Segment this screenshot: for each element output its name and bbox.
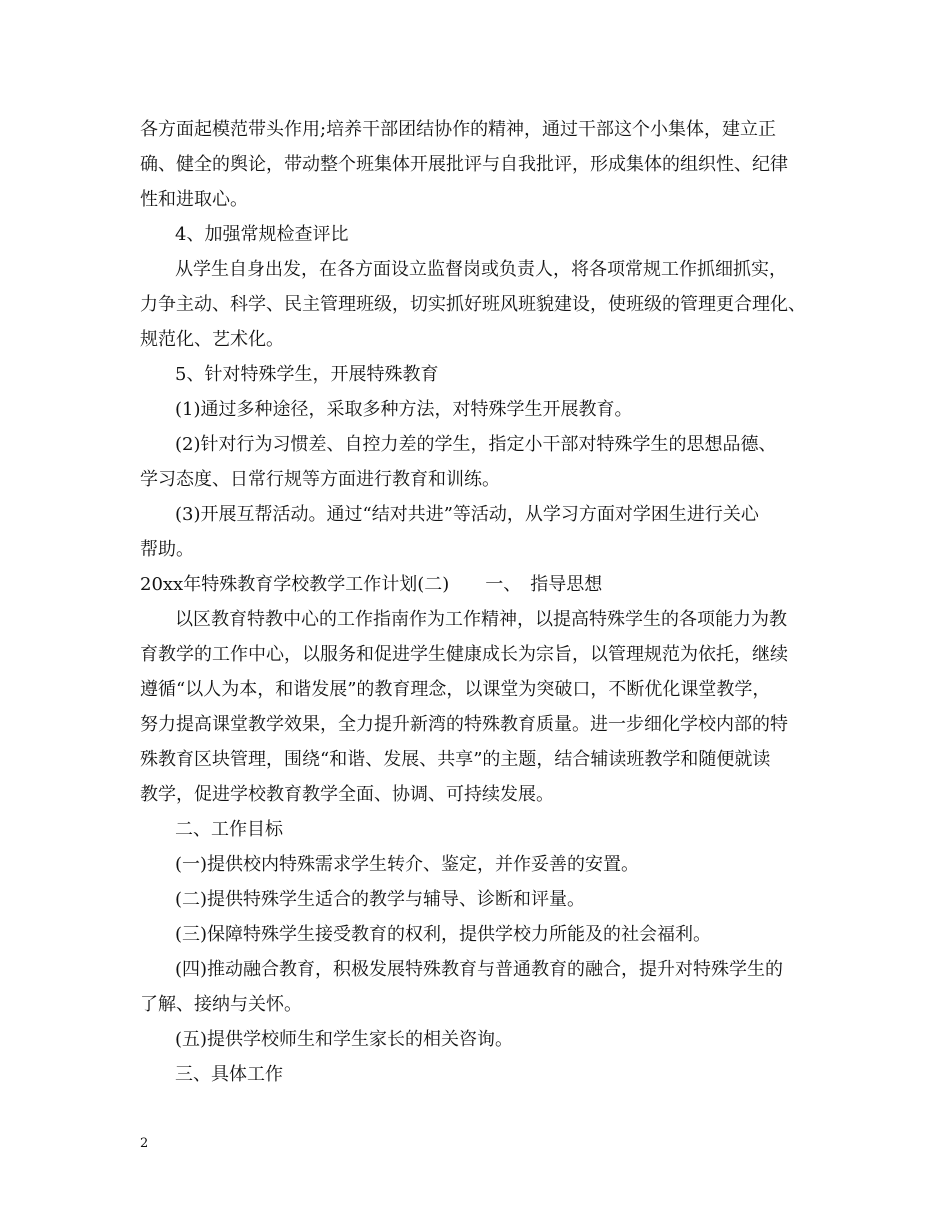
body-text-line: 教学，促进学校教育教学全面、协调、可持续发展。 (140, 784, 554, 805)
body-text-line: 殊教育区块管理，围绕“和谐、发展、共享”的主题，结合辅读班教学和随便就读 (140, 749, 771, 770)
list-item: (二)提供特殊学生适合的教学与辅导、诊断和评量。 (175, 889, 586, 910)
document-title-line: 20xx年特殊教育学校教学工作计划(二) 一、 指导思想 (140, 574, 603, 595)
list-item: (四)推动融合教育，积极发展特殊教育与普通教育的融合，提升对特殊学生的 (175, 959, 784, 980)
section-heading: 4、加强常规检查评比 (175, 224, 349, 245)
list-item: (2)针对行为习惯差、自控力差的学生，指定小干部对特殊学生的思想品德、 (175, 434, 777, 455)
section-heading: 三、具体工作 (175, 1064, 283, 1085)
body-text-line: 育教学的工作中心，以服务和促进学生健康成长为宗旨，以管理规范为依托，继续 (140, 644, 788, 665)
body-text-line: 学习态度、日常行规等方面进行教育和训练。 (140, 469, 500, 490)
body-text-line: 规范化、艺术化。 (140, 329, 284, 350)
body-text-line: 从学生自身出发，在各方面设立监督岗或负责人，将各项常规工作抓细抓实， (175, 259, 787, 280)
list-item: (五)提供学校师生和学生家长的相关咨询。 (175, 1029, 514, 1050)
body-text-line: 确、健全的舆论，带动整个班集体开展批评与自我批评，形成集体的组织性、纪律 (140, 154, 788, 175)
body-text-line: 以区教育特教中心的工作指南作为工作精神，以提高特殊学生的各项能力为教 (175, 609, 787, 630)
page-number: 2 (140, 1136, 149, 1151)
body-text-line: 各方面起模范带头作用;培养干部团结协作的精神，通过干部这个小集体，建立正 (140, 119, 777, 140)
body-text-line: 遵循“以人为本，和谐发展”的教育理念，以课堂为突破口，不断优化课堂教学， (140, 679, 771, 700)
list-item: (三)保障特殊学生接受教育的权利，提供学校力所能及的社会福利。 (175, 924, 712, 945)
section-heading: 二、工作目标 (175, 819, 283, 840)
section-heading: 5、针对特殊学生，开展特殊教育 (175, 364, 439, 385)
body-text-line: 性和进取心。 (140, 189, 248, 210)
list-item: (一)提供校内特殊需求学生转介、鉴定，并作妥善的安置。 (175, 854, 640, 875)
body-text-line: 努力提高课堂教学效果，全力提升新湾的特殊教育质量。进一步细化学校内部的特 (140, 714, 788, 735)
list-item: (3)开展互帮活动。通过“结对共进”等活动，从学习方面对学困生进行关心 (175, 504, 759, 525)
body-text-line: 帮助。 (140, 539, 194, 560)
list-item: (1)通过多种途径，采取多种方法，对特殊学生开展教育。 (175, 399, 633, 420)
body-text-line: 力争主动、科学、民主管理班级，切实抓好班风班貌建设，使班级的管理更合理化、 (140, 294, 806, 315)
body-text-line: 了解、接纳与关怀。 (140, 994, 302, 1015)
